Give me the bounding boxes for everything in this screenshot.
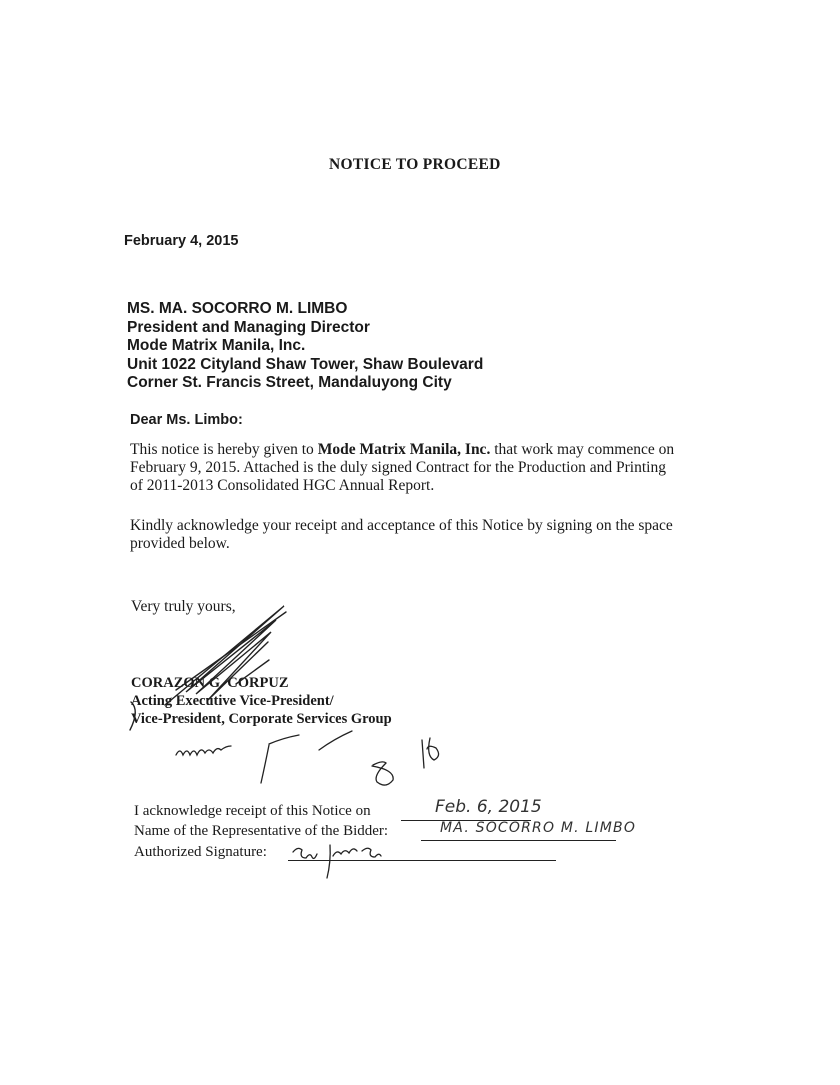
salutation: Dear Ms. Limbo: bbox=[130, 412, 243, 428]
representative-name-field[interactable] bbox=[421, 840, 616, 841]
paragraph-1-text-a: This notice is hereby given to bbox=[130, 441, 318, 458]
signatory-title-2: Vice-President, Corporate Services Group bbox=[131, 711, 392, 727]
paragraph-1-text-b: that work may commence on bbox=[490, 441, 675, 458]
authorized-signature-field[interactable] bbox=[288, 860, 556, 861]
document-title: NOTICE TO PROCEED bbox=[329, 156, 501, 173]
recipient-position: President and Managing Director bbox=[127, 318, 370, 336]
recipient-address-line2: Corner St. Francis Street, Mandaluyong City bbox=[127, 374, 452, 391]
representative-name-label: Name of the Representative of the Bidder: bbox=[134, 823, 389, 839]
paragraph-2-line-1: Kindly acknowledge your receipt and acceptance of this Notice by signing on the space bbox=[130, 517, 673, 534]
authorized-signature-label: Authorized Signature: bbox=[134, 844, 267, 860]
letter-date: February 4, 2015 bbox=[124, 233, 239, 249]
authorized-signature-scribble bbox=[293, 845, 381, 878]
recipient-name: MS. MA. SOCORRO M. LIMBO bbox=[127, 300, 348, 317]
recipient-company: Mode Matrix Manila, Inc. bbox=[127, 337, 306, 354]
acknowledgement-receipt-label: I acknowledge receipt of this Notice on bbox=[134, 803, 371, 819]
paragraph-1-company: Mode Matrix Manila, Inc. bbox=[317, 441, 491, 458]
paragraph-1-line-3: of 2011-2013 Consolidated HGC Annual Report. bbox=[130, 477, 435, 494]
signatory-title-1: Acting Executive Vice-President/ bbox=[131, 693, 334, 709]
receipt-date-handwritten: Feb. 6, 2015 bbox=[435, 797, 542, 817]
closing: Very truly yours, bbox=[131, 598, 236, 615]
representative-name-handwritten: MA. SOCORRO M. LIMBO bbox=[440, 820, 637, 836]
recipient-address-line1: Unit 1022 Cityland Shaw Tower, Shaw Boulevard bbox=[127, 355, 484, 373]
paragraph-1-line-2: February 9, 2015. Attached is the duly signed Contract for the Production and Printing bbox=[130, 459, 666, 476]
paragraph-2-line-2: provided below. bbox=[130, 535, 230, 552]
signatory-signature bbox=[130, 606, 286, 730]
signatory-name: CORAZON G. CORPUZ bbox=[131, 675, 289, 691]
initials-marks bbox=[176, 731, 439, 785]
